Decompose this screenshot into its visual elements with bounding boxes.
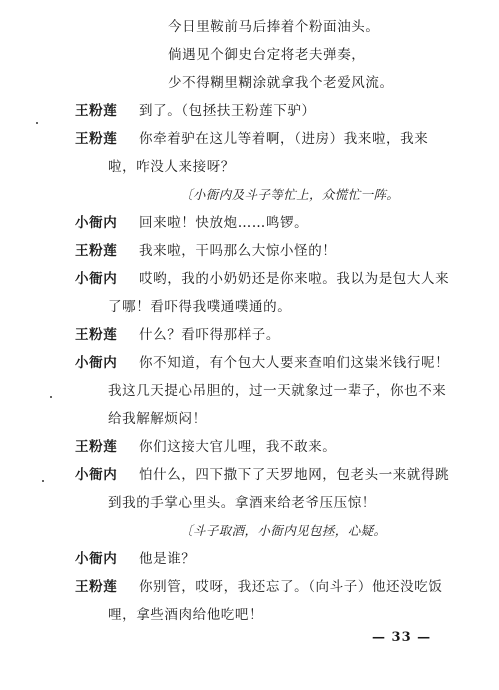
verse-line: 少不得糊里糊涂就拿我个老爱风流。 xyxy=(168,75,394,91)
scan-speck xyxy=(42,480,44,482)
continuation-line: 到我的手掌心里头。拿酒来给老爷压压惊！ xyxy=(108,495,376,511)
dialogue-line: 王粉莲 我来啦，干吗那么大惊小怪的！ xyxy=(75,243,337,259)
stage-direction: 〔斗子取酒，小衙内见包拯，心疑。 xyxy=(180,523,387,538)
page-number: — 33 — xyxy=(372,630,432,645)
speaker-name: 王粉莲 xyxy=(75,103,118,119)
speaker-name: 小衙内 xyxy=(75,355,118,371)
dialogue-line: 王粉莲 你们这接大官儿哩，我不敢来。 xyxy=(75,439,337,455)
continuation-line: 哩，拿些酒肉给他吃吧！ xyxy=(108,607,264,623)
speaker-name: 王粉莲 xyxy=(75,439,118,455)
continuation-line: 给我解解烦闷！ xyxy=(108,411,207,427)
stage-direction: 〔小衙内及斗子等忙上，众慌忙一阵。 xyxy=(180,187,400,202)
speaker-name: 王粉莲 xyxy=(75,243,118,259)
speaker-name: 小衙内 xyxy=(75,215,118,231)
continuation-line: 了哪！看吓得我噗通噗通的。 xyxy=(108,299,292,315)
speaker-name: 小衙内 xyxy=(75,551,118,567)
dialogue-line: 小衙内 回来啦！快放炮……鸣锣。 xyxy=(75,215,309,231)
verse-line: 倘遇见个御史台定将老夫弹奏， xyxy=(168,47,366,63)
dialogue-line: 小衙内 哎哟，我的小奶奶还是你来啦。我以为是包大人来 xyxy=(75,271,450,287)
scan-speck xyxy=(50,396,52,398)
dialogue-line: 王粉莲 你别管，哎呀，我还忘了。（向斗子）他还没吃饭 xyxy=(75,579,443,595)
speaker-name: 王粉莲 xyxy=(75,579,118,595)
dialogue-line: 小衙内 你不知道，有个包大人要来查咱们这粜米钱行呢！ xyxy=(75,355,450,371)
speaker-name: 王粉莲 xyxy=(75,131,118,147)
dialogue-line: 小衙内 怕什么，四下撒下了天罗地网，包老头一来就得跳 xyxy=(75,467,450,483)
speaker-name: 小衙内 xyxy=(75,271,118,287)
dialogue-line: 王粉莲 到了。（包拯扶王粉莲下驴） xyxy=(75,103,316,119)
dialogue-line: 王粉莲 什么？看吓得那样子。 xyxy=(75,327,280,343)
dialogue-line: 王粉莲 你牵着驴在这儿等着啊，（进房）我来啦，我来 xyxy=(75,131,429,147)
dialogue-line: 小衙内 他是谁？ xyxy=(75,551,196,567)
speaker-name: 王粉莲 xyxy=(75,327,118,343)
speaker-name: 小衙内 xyxy=(75,467,118,483)
continuation-line: 我这几天提心吊胆的，过一天就象过一辈子，你也不来 xyxy=(108,383,447,399)
verse-line: 今日里鞍前马后捧着个粉面油头。 xyxy=(168,19,380,35)
scan-speck xyxy=(36,122,38,124)
continuation-line: 啦，咋没人来接呀？ xyxy=(108,159,235,175)
